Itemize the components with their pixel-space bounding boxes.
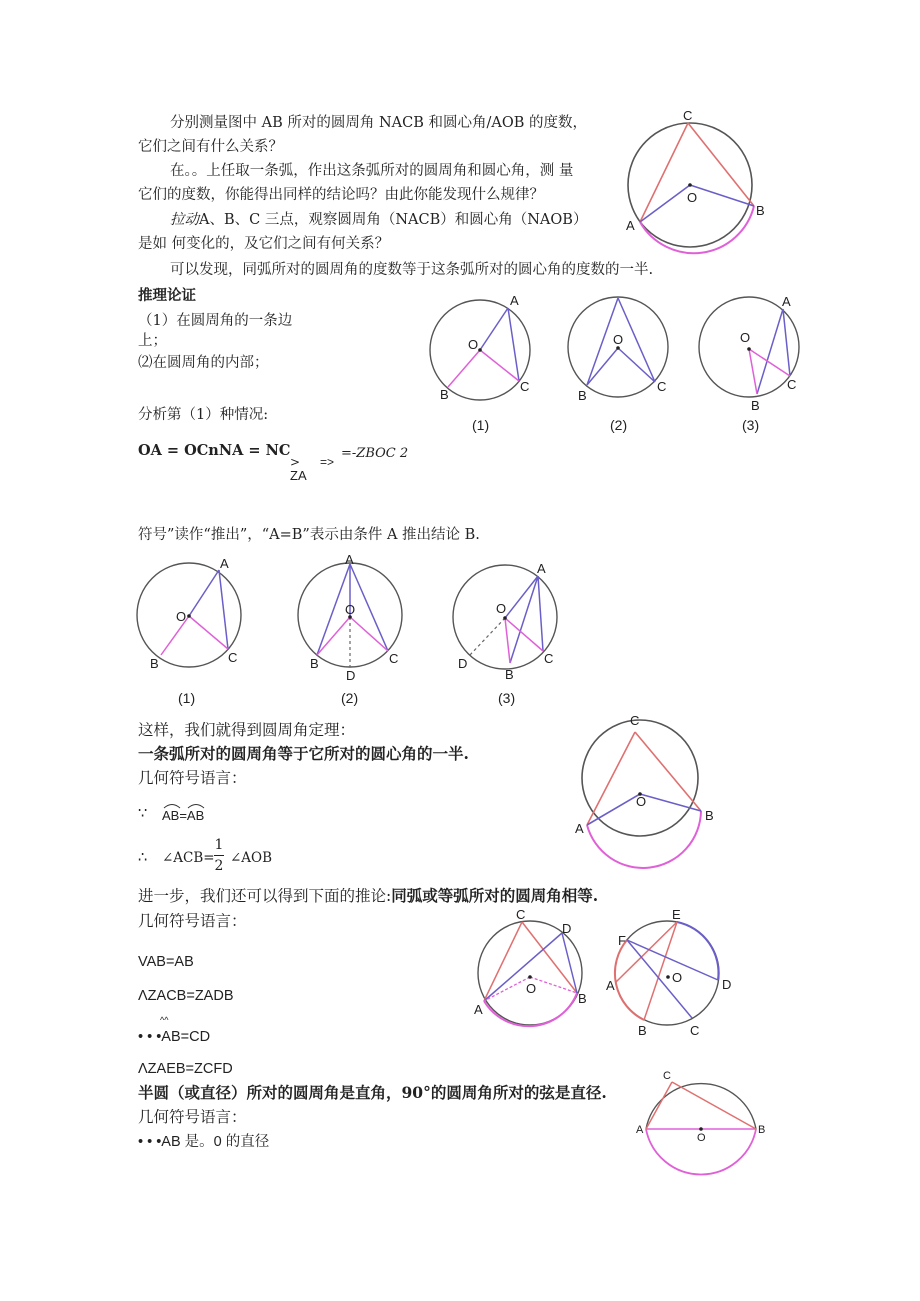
chord-ea (616, 922, 677, 982)
caption-2: (2) (341, 690, 359, 706)
formula-gt: > (290, 455, 301, 469)
label-d: D (562, 921, 572, 936)
center-dot (666, 975, 670, 979)
label-b: B (505, 667, 514, 682)
segment-ob (587, 348, 618, 385)
arc-hat-right (187, 803, 205, 809)
diameter-dashed (469, 618, 505, 656)
theorem-geo-language: 几何符号语言： (138, 769, 247, 787)
corollary-line-2: ΛZACB=ZADB (138, 988, 234, 1004)
figure-reasoning-row-1 (420, 292, 800, 437)
label-a: A (575, 821, 584, 836)
analyze-case-1: 分析第（1）种情况: (138, 407, 269, 423)
segment-ob (749, 349, 757, 394)
label-d: D (458, 656, 468, 671)
chord-cb (672, 1082, 756, 1129)
segment-ab (757, 309, 783, 394)
chord-ca (640, 123, 688, 222)
label-a: A (626, 218, 635, 233)
center-dot (187, 614, 191, 618)
symbol-note: 符号”读作“推出”，“A=B”表示由条件 A 推出结论 B. (138, 527, 480, 543)
figure-theorem-circle (565, 708, 725, 838)
center-dot (747, 347, 751, 351)
label-o: O (687, 190, 698, 205)
segment-ob (505, 618, 510, 663)
corollary-line-4: ΛZAEB=ZCFD (138, 1061, 233, 1077)
figure-intro-circle (620, 100, 770, 245)
corollary-intro-plain: 进一步，我们还可以得到下面的推论: (138, 887, 392, 905)
label-c: C (544, 651, 554, 666)
label-a: A (782, 294, 791, 309)
center-dot (478, 348, 482, 352)
label-a: A (474, 1002, 483, 1017)
case-1-line-a: （1）在圆周角的一条边 (138, 313, 293, 329)
semicircle-statement: 半圆（或直径）所对的圆周角是直角，90°的圆周角所对的弦是直径. (138, 1083, 607, 1102)
formula-radii: OA = OCnNA = NC (138, 442, 291, 459)
label-o: O (697, 1132, 706, 1144)
chord-ca (646, 1082, 672, 1129)
segment-ac (618, 298, 655, 382)
label-b: B (705, 808, 714, 823)
segment-ao (189, 570, 219, 616)
label-o: O (636, 794, 647, 809)
label-c: C (520, 379, 530, 394)
corollary-geo-language: 几何符号语言： (138, 912, 247, 930)
radius-oa (640, 185, 690, 222)
corollary-intro-bold: 同弧或等弧所对的圆周角相等. (391, 886, 599, 905)
label-a: A (606, 978, 615, 993)
angle-left: ∠ACB= (162, 850, 215, 866)
intro-line-6: 是如 何变化的，及它们之间有何关系？ (138, 236, 390, 252)
intro-line-4: 它们的度数，你能得出同样的结论吗？由此你能发现什么规律？ (138, 187, 544, 203)
label-c: C (683, 108, 693, 123)
chord-cb (688, 123, 754, 206)
center-dot (688, 183, 692, 187)
label-c: C (630, 713, 640, 728)
figure-reasoning-row-2 (130, 552, 570, 710)
intro-line-2: 它们之间有什么关系？ (138, 139, 283, 155)
segment-ac (538, 576, 543, 651)
label-d: D (722, 977, 732, 992)
label-c: C (690, 1023, 700, 1038)
intro-line-1: 分别测量图中 AB 所对的圆周角 NACB 和圆心角/AOB 的度数， (170, 115, 587, 131)
label-c: C (228, 650, 238, 665)
label-b: B (638, 1023, 647, 1038)
formula-result: =-ZBOC 2 (341, 446, 409, 461)
formula-za: ZA (290, 468, 307, 483)
theorem-intro: 这样，我们就得到圆周角定理： (138, 721, 356, 739)
label-b: B (751, 398, 760, 413)
radius-ob (690, 185, 754, 206)
corollary-line-1: VAB=AB (138, 954, 194, 970)
label-b: B (440, 387, 449, 402)
fraction-half (214, 838, 224, 873)
fraction-numerator: 1 (214, 837, 224, 853)
segment-oc (350, 617, 388, 651)
figure-corollary (470, 905, 740, 1040)
intro-line-5-rest: A、B、C 三点，观察圆周角（NACB）和圆心角（NAOB） (199, 212, 588, 228)
caption-3: (3) (742, 417, 760, 433)
caption-3: (3) (498, 690, 516, 706)
arc-equality-text: AB=AB (162, 808, 205, 823)
segment-ao (480, 308, 508, 350)
theorem-statement: 一条弧所对的圆周角等于它所对的圆心角的一半. (138, 744, 469, 763)
segment-oc (618, 348, 655, 382)
label-f: F (618, 933, 626, 948)
label-o: O (496, 601, 507, 616)
case-1-line-b: 上； (138, 333, 167, 349)
chord-fc (627, 940, 692, 1018)
label-a: A (220, 556, 229, 571)
semicircle-line-1: • • •AB 是。0 的直径 (138, 1134, 270, 1150)
arc-ab (587, 811, 701, 868)
fraction-bar (214, 855, 224, 856)
segment-ao (505, 576, 538, 618)
label-b: B (578, 388, 587, 403)
segment-oc (189, 616, 228, 649)
label-b: B (150, 656, 159, 671)
label-c: C (663, 1070, 671, 1082)
center-dot (699, 1127, 703, 1131)
label-d: D (346, 668, 356, 683)
formula-arrow: => (320, 455, 335, 469)
label-c: C (787, 377, 797, 392)
label-o: O (345, 602, 356, 617)
caption-2: (2) (610, 417, 628, 433)
upper-arc (646, 1084, 756, 1129)
intro-line-5 (170, 212, 587, 229)
arc-fb (615, 940, 644, 1020)
label-c: C (389, 651, 399, 666)
segment-oc (480, 350, 519, 381)
angle-right: ∠AOB (230, 850, 273, 866)
corollary-line-3: • • •AB=CD (138, 1029, 211, 1045)
label-b: B (578, 991, 587, 1006)
chord-da (484, 933, 562, 1001)
corollary-intro (138, 887, 598, 906)
segment-oc (505, 618, 543, 651)
label-o: O (176, 609, 187, 624)
chord-ca (484, 922, 522, 1001)
semicircle-geo-language: 几何符号语言： (138, 1108, 247, 1126)
label-a: A (510, 293, 519, 308)
label-c: C (657, 379, 667, 394)
label-e: E (672, 907, 681, 922)
corollary-arc-hat: ^^ (160, 1015, 169, 1025)
label-c: C (516, 907, 526, 922)
fraction-denominator: 2 (214, 858, 224, 874)
center-dot (503, 616, 507, 620)
figure-semicircle (630, 1065, 775, 1185)
arc-ab (484, 993, 577, 1026)
segment-ac (508, 308, 519, 381)
therefore-symbol: ∴ (138, 850, 148, 866)
segment-ob (317, 617, 350, 655)
label-o: O (526, 981, 537, 996)
label-b: B (310, 656, 319, 671)
intro-line-7: 可以发现，同弧所对的圆周角的度数等于这条弧所对的圆心角的度数的一半. (170, 262, 654, 278)
label-a: A (636, 1124, 644, 1136)
label-o: O (468, 337, 479, 352)
reasoning-heading: 推理论证 (138, 288, 196, 304)
intro-line-3: 在。。上任取一条弧，作出这条弧所对的圆周角和圆心角，测 量 (170, 163, 574, 179)
segment-ac (219, 570, 228, 649)
segment-ac (350, 564, 388, 651)
label-o: O (613, 332, 624, 347)
label-b: B (756, 203, 765, 218)
case-2: ⑵在圆周角的内部； (138, 355, 269, 371)
segment-ob (448, 350, 480, 387)
center-dot (528, 975, 532, 979)
caption-1: (1) (178, 690, 196, 706)
label-b: B (758, 1124, 766, 1136)
arc-equality (162, 808, 204, 824)
label-o: O (672, 970, 683, 985)
label-o: O (740, 330, 751, 345)
segment-ac (783, 309, 790, 376)
caption-1: (1) (472, 417, 490, 433)
segment-ab (510, 576, 538, 663)
arc-hat-left (163, 803, 181, 809)
because-symbol: ∵ (138, 806, 148, 822)
label-a: A (537, 561, 546, 576)
intro-line-5-italic: 拉动 (170, 212, 199, 228)
label-a: A (345, 552, 354, 567)
